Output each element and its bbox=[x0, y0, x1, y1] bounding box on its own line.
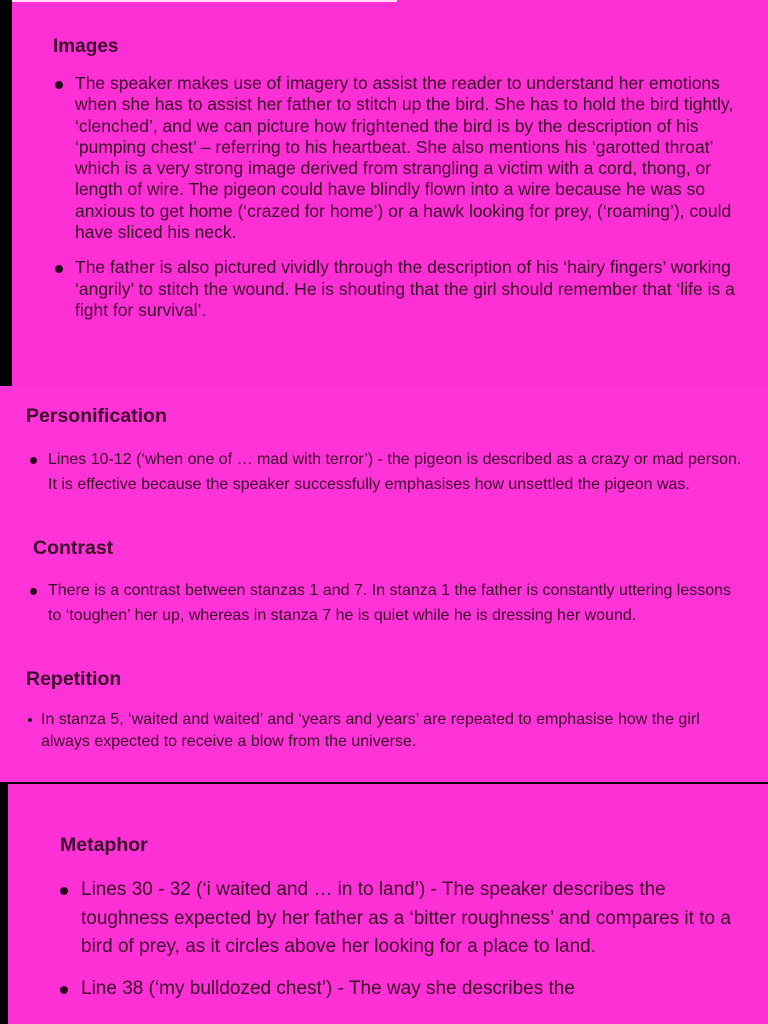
list-item bbox=[26, 709, 746, 752]
list-item bbox=[28, 448, 748, 497]
images-slide bbox=[12, 0, 768, 388]
list-item bbox=[60, 876, 750, 962]
images-heading: Images bbox=[53, 36, 119, 57]
bullet-icon bbox=[55, 81, 63, 89]
images-bullet-list bbox=[53, 73, 753, 335]
bullet-icon bbox=[30, 588, 37, 595]
list-item bbox=[53, 73, 753, 243]
contrast-heading: Contrast bbox=[33, 537, 114, 559]
personification-heading: Personification bbox=[26, 405, 167, 427]
devices-slide bbox=[0, 386, 768, 782]
bullet-text: There is a contrast between stanzas 1 and 7. In stanza 1 the father is constantly uttering lessons to ‘toughen’ her up, whereas in stanza 7 he is quiet while he is dressing her wound. bbox=[48, 582, 732, 624]
contrast-bullet-list bbox=[28, 579, 748, 628]
bullet-icon bbox=[60, 986, 68, 994]
metaphor-heading: Metaphor bbox=[60, 834, 148, 856]
slide-top-border bbox=[12, 0, 397, 2]
bullet-icon bbox=[28, 718, 32, 722]
bullet-icon bbox=[30, 457, 37, 464]
bullet-text: The father is also pictured vividly through the description of his ‘hairy fingers’ working ‘angrily’ to stitch the wound. He is shouting that the girl should remember that ‘life is a fight for survival’. bbox=[75, 257, 735, 320]
list-item bbox=[60, 975, 750, 1004]
list-item bbox=[53, 257, 753, 321]
bullet-text: Line 38 (‘my bulldozed chest’) - The way she describes the bbox=[81, 977, 575, 999]
bullet-text: Lines 30 - 32 (‘i waited and … in to land’) - The speaker describes the toughness expected by her father as a ‘bitter roughness’ and compares it to a bird of prey, as it circles above her looking for a place to land. bbox=[81, 879, 731, 957]
repetition-heading: Repetition bbox=[26, 668, 122, 690]
list-item bbox=[28, 579, 748, 628]
repetition-bullet-list bbox=[26, 709, 746, 752]
personification-bullet-list bbox=[28, 448, 748, 497]
metaphor-bullet-list bbox=[60, 876, 750, 1016]
metaphor-slide bbox=[8, 784, 768, 1024]
bullet-text: The speaker makes use of imagery to assist the reader to understand her emotions when she has to assist her father to stitch up the bird. She has to hold the bird tightly, ‘clenched’, and we can picture how frightened the bird is by the description of his ‘pumping chest’ – referring to his heartbeat. She also mentions his ‘garotted throat’ which is a very strong image derived from strangling a victim with a cord, thong, or length of wire. The pigeon could have blindly flown into a wire because he was so anxious to get home (‘crazed for home’) or a hawk looking for prey, (‘roaming’), could have sliced his neck. bbox=[75, 73, 734, 243]
bullet-icon bbox=[60, 887, 68, 895]
bullet-icon bbox=[55, 265, 63, 273]
bullet-text: Lines 10-12 (‘when one of … mad with terror’) - the pigeon is described as a crazy or mad person. It is effective because the speaker successfully emphasises how unsettled the pigeon was. bbox=[48, 451, 742, 493]
bullet-text: In stanza 5, ‘waited and waited’ and ‘years and years’ are repeated to emphasise how the girl always expected to receive a blow from the universe. bbox=[41, 711, 700, 750]
